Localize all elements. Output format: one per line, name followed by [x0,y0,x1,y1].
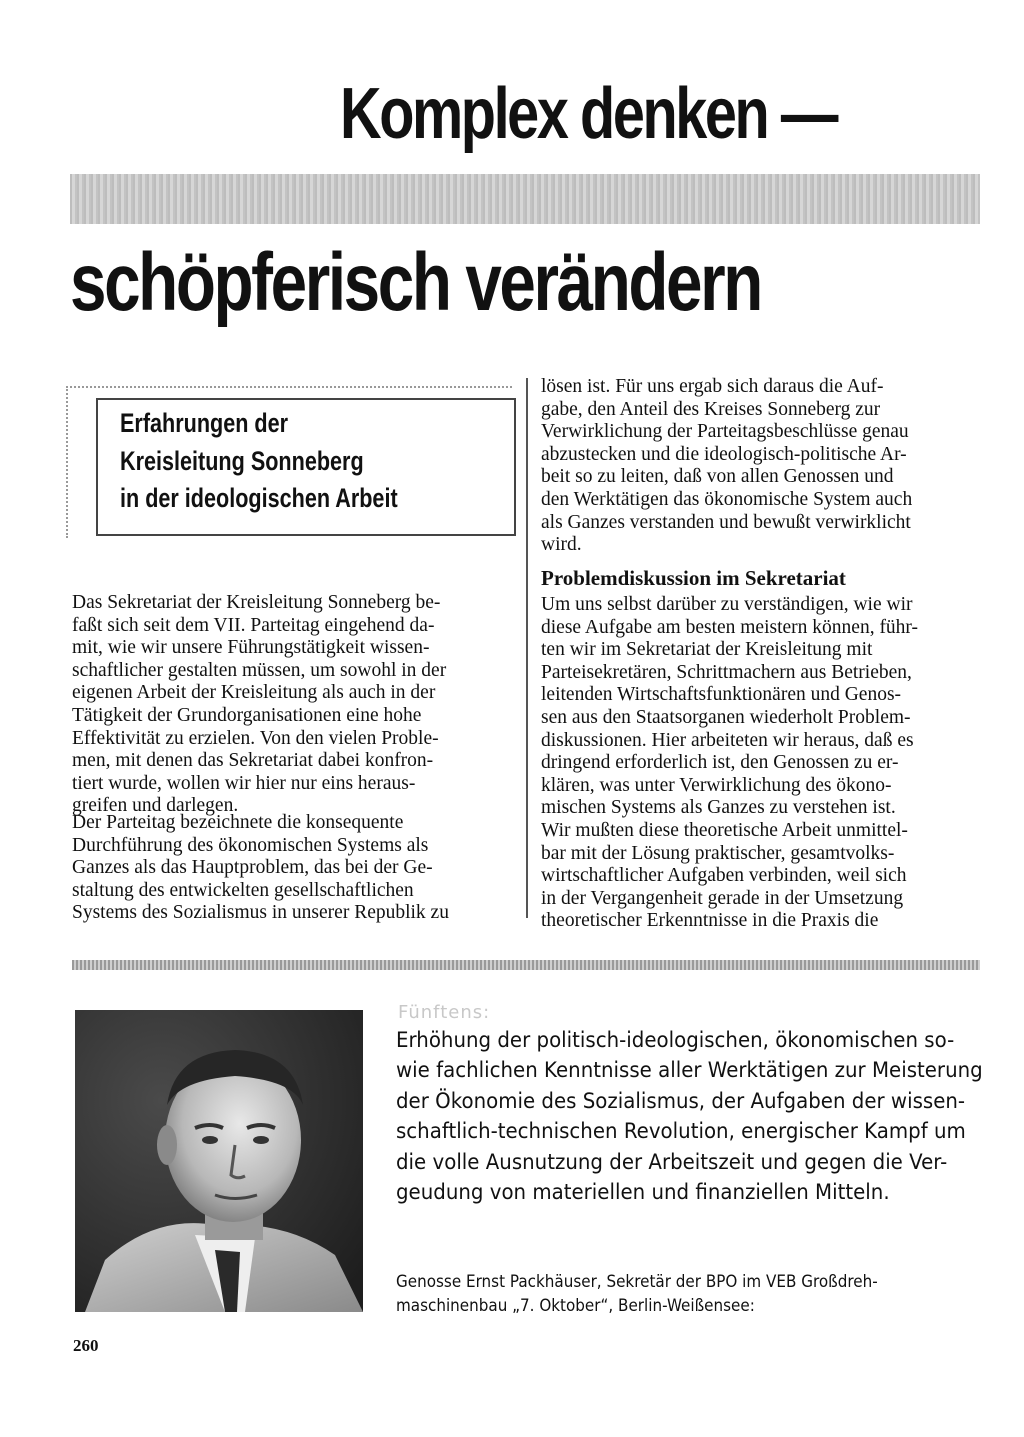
text-line: abzustecken und die ideologisch-politische Ar- [541,443,907,465]
text-line: Verwirklichung der Parteitagsbeschlüsse genau [541,421,909,443]
portrait-photo [75,1010,363,1312]
headline-line-2: schöpferisch verändern [70,237,761,328]
section-divider-band [72,960,980,970]
text-line: gabe, den Anteil des Kreises Sonneberg zur [541,398,881,420]
text-line: men, mit denen das Sekretariat dabei konfron- [72,750,434,772]
text-line: Wir mußten diese theoretische Arbeit unmittel- [541,819,908,841]
quote-line: Erhöhung der politisch-ideologischen, ökonomischen so- [396,1028,955,1053]
quote-line: wie fachlichen Kenntnisse aller Werktätigen zur Meisterung [396,1058,983,1084]
text-line: mischen Systems als Ganzes zu verstehen ist. [541,797,896,819]
text-line: lösen ist. Für uns ergab sich daraus die Auf- [541,376,884,397]
text-line: Effektivität zu erzielen. Von den vielen Proble- [72,727,439,749]
text-line: Das Sekretariat der Kreisleitung Sonneberg be- [72,592,441,613]
quote-line: die volle Ausnutzung der Arbeitszeit und gegen die Ver- [396,1149,948,1175]
article-paragraph-2 [72,812,514,925]
text-line: beit so zu leiten, daß von allen Genossen und [541,466,894,488]
text-line: den Werktätigen das ökonomische System auch [541,488,913,510]
text-line: theoretischer Erkenntnisse in die Praxis die [541,910,879,932]
text-line: diskussionen. Hier arbeiteten wir heraus, daß es [541,729,914,751]
text-line: als Ganzes verstanden und bewußt verwirklicht [541,511,911,533]
text-line: klären, was unter Verwirklichung des ökono- [541,774,892,796]
caption-line: maschinenbau „7. Oktober“, Berlin-Weißensee: [396,1296,755,1315]
text-line: diese Aufgabe am besten meistern können, führ- [541,616,919,638]
text-line: Durchführung des ökonomischen Systems als [72,834,429,856]
caption-line: Genosse Ernst Packhäuser, Sekretär der BPO im VEB Großdreh- [396,1272,878,1291]
text-line: Der Parteitag bezeichnete die konsequente [72,812,404,833]
quote-line: schaftlich-technischen Revolution, energischer Kampf um [396,1119,966,1145]
quote-line: der Ökonomie des Sozialismus, der Aufgaben der wissen- [396,1088,966,1114]
text-line: tiert wurde, wollen wir hier nur eins heraus- [72,772,416,794]
text-line: bar mit der Lösung praktischer, gesamtvolks- [541,842,895,864]
text-line: Ganzes als das Hauptproblem, das bei der Ge- [72,857,433,879]
text-line: sen aus den Staatsorganen wiederholt Problem- [541,706,911,728]
page-number: 260 [73,1336,99,1355]
text-line: Systems des Sozialismus in unserer Republik zu [72,902,449,924]
subtitle-line-3: in der ideologischen Arbeit [120,483,398,513]
text-line: faßt sich seit dem VII. Parteitag eingehend da- [72,614,435,636]
article-section-body [541,594,983,933]
headline-halftone-band [70,174,980,224]
text-line: wirtschaftlicher Aufgaben verbinden, weil sich [541,865,907,887]
text-line: Parteisekretären, Schrittmachern aus Betrieben, [541,661,912,683]
article-paragraph-1 [72,592,514,818]
text-line: Um uns selbst darüber zu verständigen, wie wir [541,594,913,615]
text-line: schaftlicher gestalten müssen, um sowohl in der [72,659,447,681]
subtitle-line-2: Kreisleitung Sonneberg [120,446,364,476]
text-line: Tätigkeit der Grundorganisationen eine hohe [72,704,422,726]
text-line: leitenden Wirtschaftsfunktionären und Genos- [541,684,902,706]
text-line: eigenen Arbeit der Kreisleitung als auch in der [72,682,436,704]
text-line: wird. [541,534,582,556]
article-continuation [541,376,983,557]
text-line: dringend erforderlich ist, den Genossen zu er- [541,752,899,774]
text-line: in der Vergangenheit gerade in der Umsetzung [541,887,904,909]
column-divider [526,378,528,918]
subtitle-line-1: Erfahrungen der [120,408,289,438]
text-line: ten wir im Sekretariat der Kreisleitung mit [541,639,873,661]
quote-label: Fünftens: [398,1002,491,1023]
headline-line-1: Komplex denken — [340,74,837,154]
section-heading: Problemdiskussion im Sekretariat [541,566,846,590]
quote-line: geudung von materiellen und finanziellen Mitteln. [396,1180,890,1206]
photo-caption [396,1270,996,1318]
text-line: mit, wie wir unsere Führungstätigkeit wissen- [72,637,430,659]
text-line: staltung des entwickelten gesellschaftlichen [72,879,414,901]
text-line: greifen und darlegen. [72,795,239,817]
portrait-illustration [75,1010,363,1312]
quote-text [396,1026,996,1208]
